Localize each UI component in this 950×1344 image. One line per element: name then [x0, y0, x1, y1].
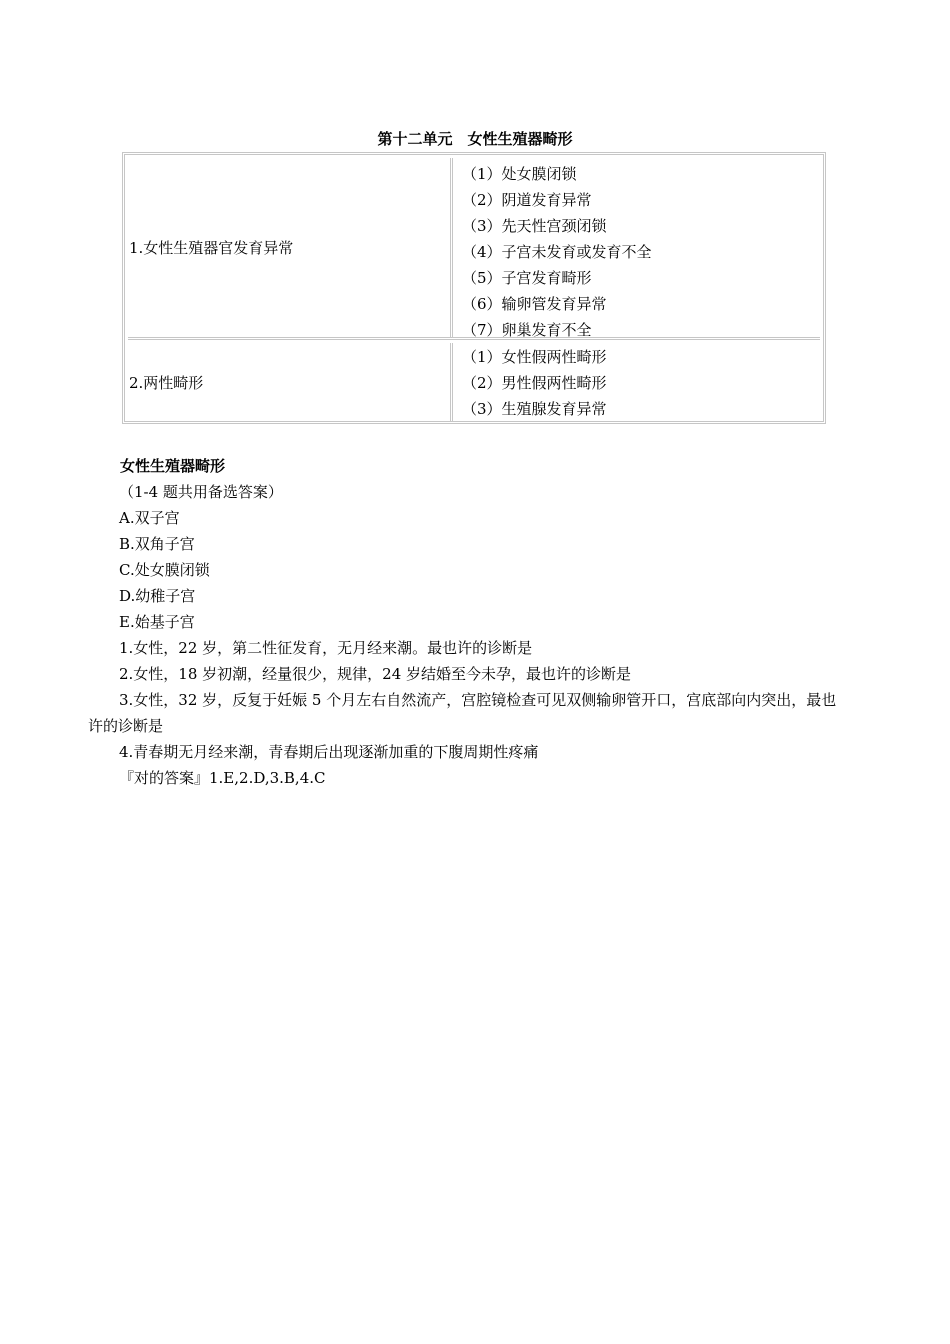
option-e: E.始基子宫 [119, 613, 195, 631]
list-item: （1）女性假两性畸形 [462, 348, 607, 366]
category-cell: 2.两性畸形 [128, 343, 453, 421]
list-item: （5）子宫发育畸形 [462, 269, 592, 287]
list-item: （2）阴道发育异常 [462, 191, 592, 209]
option-c: C.处女膜闭锁 [119, 561, 210, 579]
section-heading: 女性生殖器畸形 [120, 457, 226, 475]
option-b: B.双角子宫 [119, 535, 195, 553]
table-row [128, 158, 820, 340]
page-title: 第十二单元 女性生殖器畸形 [377, 130, 573, 148]
question-1: 1.女性，22 岁，第二性征发育，无月经来潮。最也许的诊断是 [119, 639, 533, 657]
question-2: 2.女性，18 岁初潮，经量很少，规律，24 岁结婚至今未孕，最也许的诊断是 [119, 665, 632, 683]
list-item: （6）输卵管发育异常 [462, 295, 607, 313]
items-cell [456, 343, 820, 421]
table-row [128, 343, 820, 421]
list-item: （1）处女膜闭锁 [462, 165, 577, 183]
option-a: A.双子宫 [119, 509, 180, 527]
answer-key: 『对的答案』1.E,2.D,3.B,4.C [119, 769, 326, 787]
list-item: （2）男性假两性畸形 [462, 374, 607, 392]
question-3: 3.女性，32 岁，反复于妊娠 5 个月左右自然流产，宫腔镜检查可见双侧输卵管开口，宫底部向内突出，最也许的诊断是 [88, 691, 837, 735]
items-cell [456, 158, 820, 337]
list-item: （4）子宫未发育或发育不全 [462, 243, 652, 261]
intro-text: （1-4 题共用备选答案） [119, 483, 283, 501]
outline-table [122, 152, 826, 424]
option-d: D.幼稚子宫 [119, 587, 196, 605]
list-item: （3）生殖腺发育异常 [462, 400, 607, 418]
list-item: （3）先天性宫颈闭锁 [462, 217, 607, 235]
question-4: 4.青春期无月经来潮，青春期后出现逐渐加重的下腹周期性疼痛 [119, 743, 539, 761]
category-cell: 1.女性生殖器官发育异常 [128, 158, 453, 337]
list-item: （7）卵巢发育不全 [462, 321, 592, 339]
